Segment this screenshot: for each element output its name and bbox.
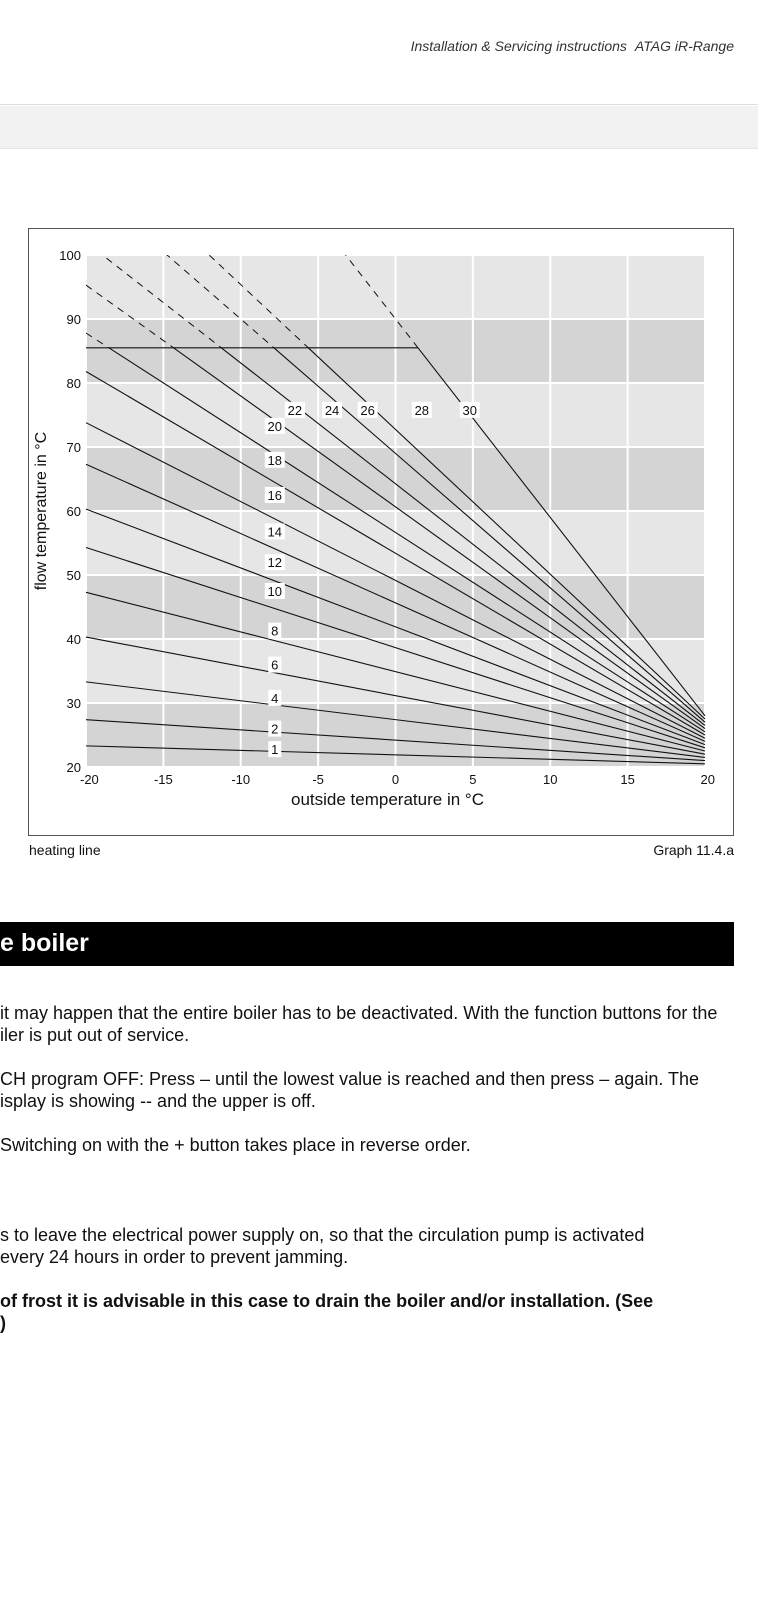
series-label-30: 30 [462,402,478,418]
paragraph-2-line-1: CH program OFF: Press – until the lowest value is reached and then press – again. The [0,1069,700,1089]
y-tick-label: 50 [66,568,81,583]
series-label-22: 22 [287,402,303,418]
y-tick-label: 20 [66,760,81,775]
series-label-6: 6 [271,657,279,673]
x-axis-title: outside temperature in °C [291,790,484,809]
paragraph-1-line-1: it may happen that the entire boiler has to be deactivated. With the function buttons for the [0,1003,718,1023]
x-tick-label: -5 [312,772,324,787]
x-tick-label: 15 [620,772,635,787]
series-label-1: 1 [271,742,279,758]
series-label-14: 14 [267,524,283,540]
x-tick-label: 0 [391,772,400,787]
product-name: ATAG iR-Range [634,38,734,54]
paragraph-5-line-2: ) [0,1313,6,1333]
y-tick-label: 70 [66,440,81,455]
y-axis-title: flow temperature in °C [33,431,50,591]
paragraph-3: Switching on with the + button takes place in reverse order. [0,1135,471,1155]
paragraph-1-line-2: iler is put out of service. [0,1025,190,1045]
heating-line-chart [29,229,733,835]
series-label-12: 12 [267,555,283,571]
paragraph-2-line-2: isplay is showing -- and the upper is off. [0,1091,316,1111]
paragraph-5-line-1: of frost it is advisable in this case to drain the boiler and/or installation. (See [0,1291,654,1311]
x-tick-label: -10 [231,772,251,787]
graph-number: Graph 11.4.a [653,842,734,858]
section-header [0,922,734,966]
series-label-4: 4 [271,690,279,706]
x-tick-label: 20 [700,772,715,787]
x-tick-label: -20 [80,772,99,787]
chart-frame [28,228,734,836]
page-header [0,0,758,105]
y-tick-label: 100 [59,248,81,263]
section-title: e boiler [0,929,89,957]
paragraph-4-line-1: s to leave the electrical power supply on, so that the circulation pump is activated [0,1225,645,1245]
paragraph-4-line-2: every 24 hours in order to prevent jamming. [0,1247,349,1267]
x-tick-label: -15 [153,772,173,787]
series-label-2: 2 [271,721,279,737]
x-tick-label: 5 [469,772,477,787]
viewer-toolbar-strip [0,106,758,149]
series-label-18: 18 [267,452,283,468]
series-label-10: 10 [267,584,283,599]
y-tick-label: 30 [66,696,81,711]
y-tick-label: 80 [66,376,81,391]
y-tick-label: 40 [66,632,81,647]
header-text [411,38,734,54]
series-label-8: 8 [271,623,279,639]
series-label-26: 26 [360,402,375,418]
x-tick-label: 10 [543,772,558,787]
y-tick-label: 60 [66,504,81,519]
y-tick-label: 90 [66,312,81,327]
series-label-28: 28 [414,402,430,418]
series-label-24: 24 [324,402,340,418]
series-label-16: 16 [267,488,283,503]
document-title: Installation & Servicing instructions [410,38,627,54]
series-label-20: 20 [267,418,283,434]
chart-caption: heating line [29,842,101,858]
